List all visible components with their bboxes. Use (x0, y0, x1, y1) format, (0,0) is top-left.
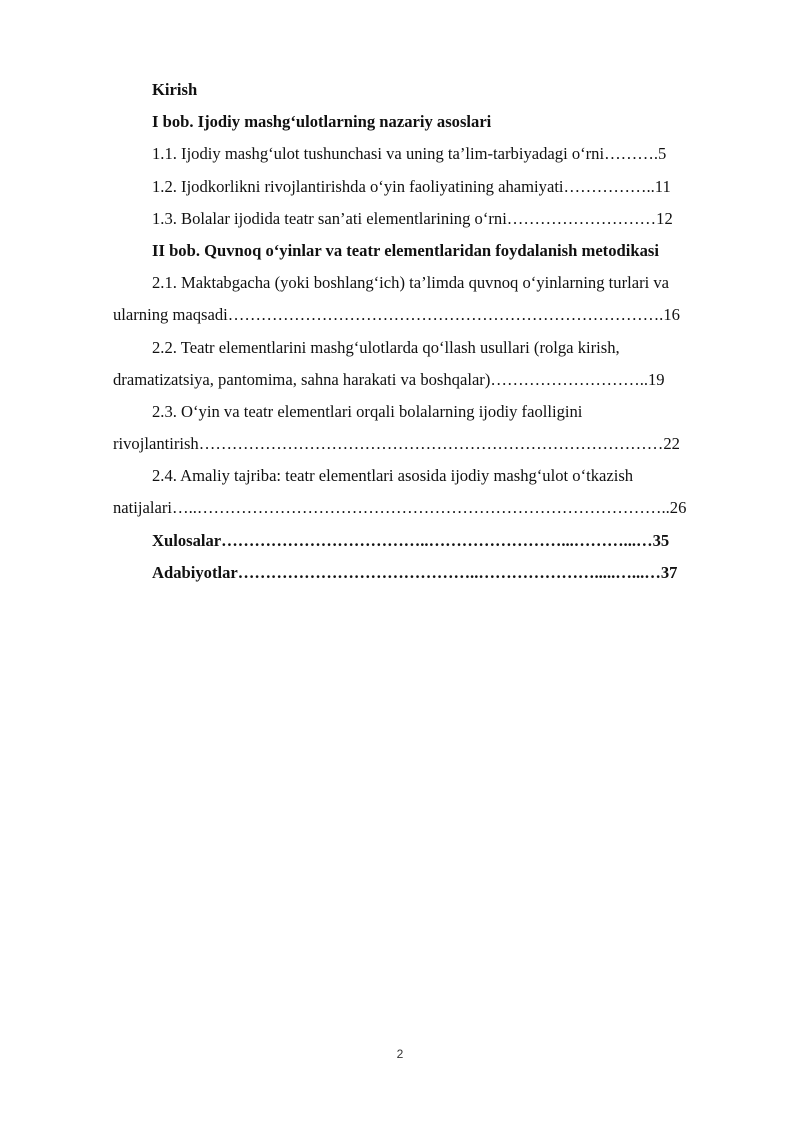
page-number: 2 (396, 1047, 404, 1061)
toc-item-2-4-line-1: 2.4. Amaliy tajriba: teatr elementlari asosida ijodiy mashg‘ulot o‘tkazish (152, 466, 634, 486)
toc-item-1-1: 1.1. Ijodiy mashg‘ulot tushunchasi va uning ta’lim-tarbiyadagi o‘rni……….5 (152, 144, 667, 164)
toc-introduction: Kirish (152, 80, 198, 99)
toc-references: Adabiyotlar……………………………………..………………….....…...…37 (152, 562, 678, 582)
toc-item-2-4-line-2: natijalari…..…………………………………………………………………………..26 (113, 498, 687, 518)
toc-item-1-2: 1.2. Ijodkorlikni rivojlantirishda o‘yin faoliyatining ahamiyati……………..11 (152, 176, 671, 196)
toc-item-2-2-line-2: dramatizatsiya, pantomima, sahna harakati va boshqalar)………………………..19 (113, 369, 665, 389)
toc-item-2-2-line-1: 2.2. Teatr elementlarini mashg‘ulotlarda qo‘llash usullari (rolga kirish, (152, 337, 620, 357)
toc-item-2-3-line-2: rivojlantirish…………………………………………………………………………22 (113, 434, 680, 454)
table-of-contents (113, 74, 741, 589)
toc-item-2-1-line-2: ularning maqsadi…………………………………………………………………….16 (113, 305, 680, 325)
toc-chapter-2-title: II bob. Quvnoq o‘yinlar va teatr elementlaridan foydalanish metodikasi (152, 240, 659, 260)
toc-conclusions: Xulosalar………………………………..……………………...………...…35 (152, 530, 670, 550)
toc-item-1-3: 1.3. Bolalar ijodida teatr san’ati elementlarining o‘rni………………………12 (152, 208, 673, 228)
toc-chapter-1-title: I bob. Ijodiy mashg‘ulotlarning nazariy asoslari (152, 112, 492, 132)
toc-item-2-1-line-1: 2.1. Maktabgacha (yoki boshlang‘ich) ta’limda quvnoq o‘yinlarning turlari va (152, 273, 670, 293)
toc-item-2-3-line-1: 2.3. O‘yin va teatr elementlari orqali bolalarning ijodiy faolligini (152, 401, 583, 421)
